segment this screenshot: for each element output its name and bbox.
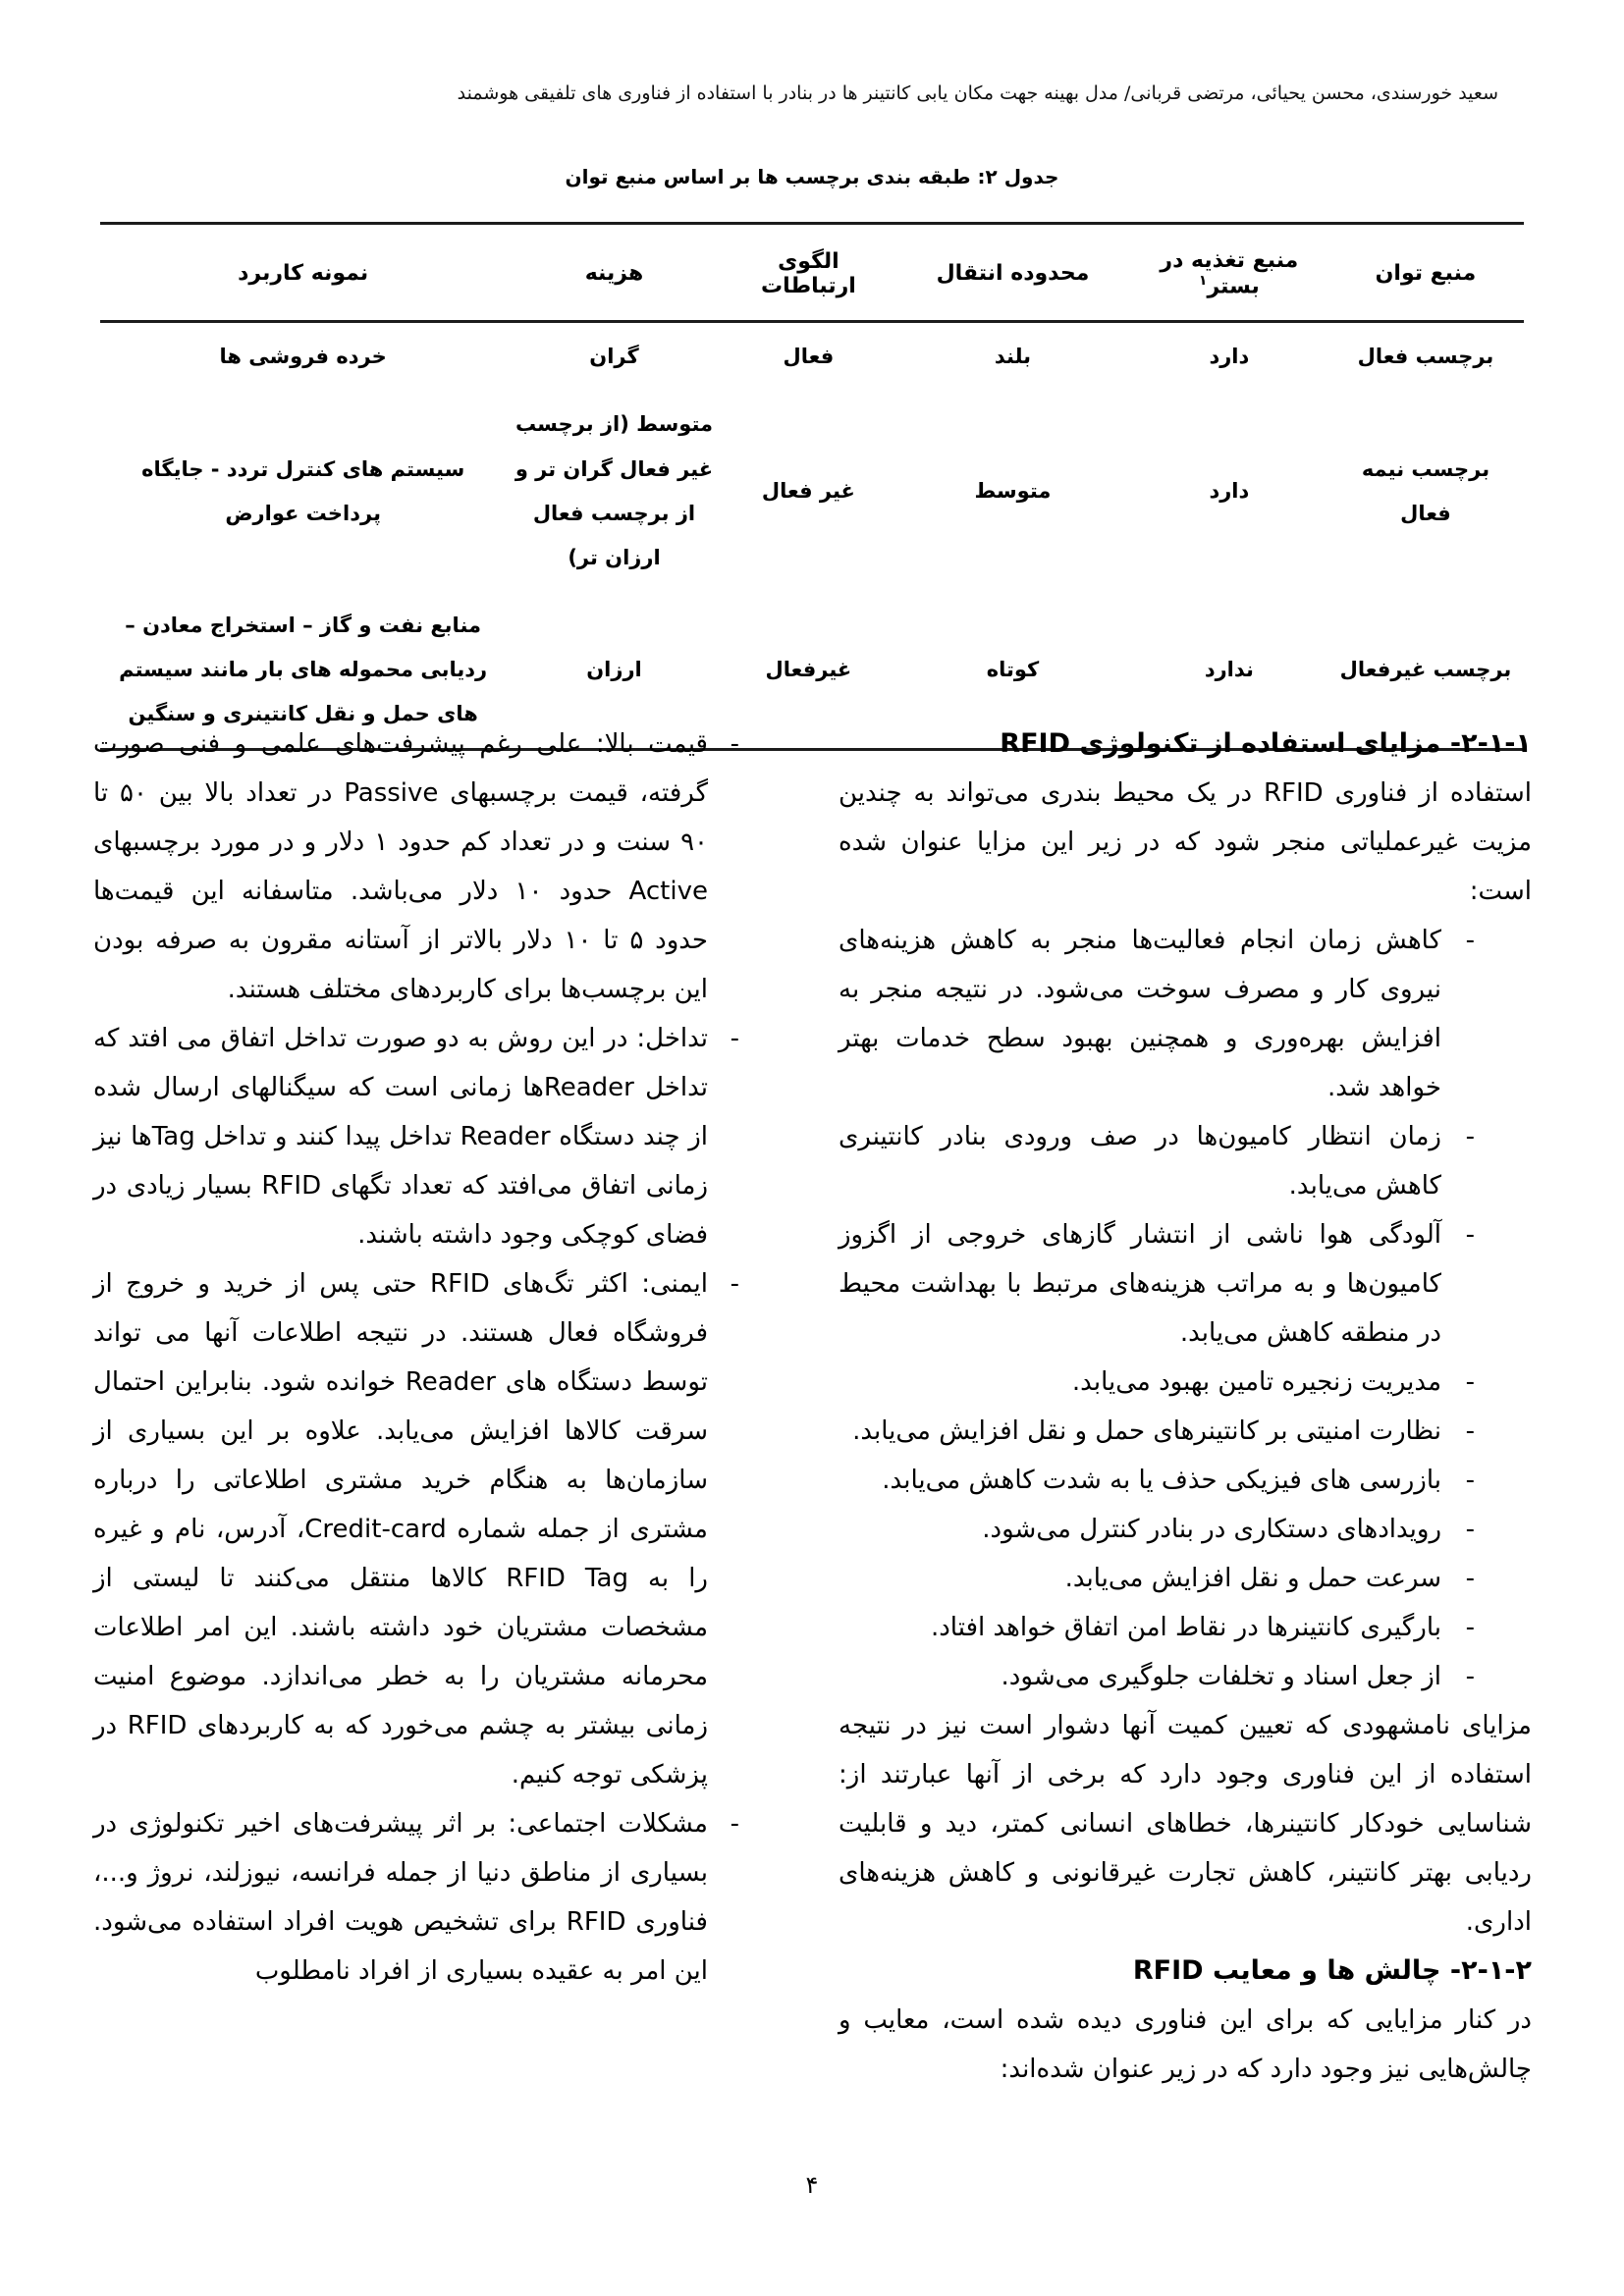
cell-tag-type: برچسب فعال (1357, 345, 1494, 369)
benefit-bullet-item: - بازرسی های فیزیکی حذف یا به شدت کاهش می‌یابد. (839, 1456, 1532, 1505)
cell-cost: ارزان (586, 658, 642, 682)
cell-sample-use: منابع نفت و گاز – استخراج معادن – ردیابی محموله های بار مانند سیستم های حمل و نقل کانتینری و سنگین (119, 614, 488, 726)
benefit-bullet-item: - مدیریت زنجیره تامین بهبود می‌یابد. (839, 1358, 1532, 1407)
cell-cost: متوسط (از برچسب غیر فعال گران تر و از برچسب فعال ارزان تر) (514, 412, 714, 569)
cell-transfer-range: متوسط (974, 479, 1052, 504)
challenge-bullet-item: - قیمت بالا: علی رغم پیشرفت‌های علمی و فنی صورت گرفته، قیمت برچسبهای Passive در تعداد بالا بین ۵۰ تا ۹۰ سنت و در تعداد کم حدود ۱ دلار و در مورد برچسبهای Active حدود ۱۰ دلار می‌باشد. متاسفانه این قیمت‌ها حدود ۵ تا ۱۰ دلار بالاتر از آستانه مقرون به صرفه بودن این برچسب‌ها برای کاربردهای مختلف هستند. (93, 720, 781, 1014)
body-column-right (839, 720, 1532, 2094)
col-header-transfer-range: محدوده انتقال (894, 224, 1131, 322)
benefit-bullet-item: - کاهش زمان انجام فعالیت‌ها منجر به کاهش هزینه‌های نیروی کار و مصرف سوخت می‌شود. در نتیجه منجر به افزایش بهره‌وری و همچنین بهبود سطح خدمات بهتر خواهد شد. (839, 916, 1532, 1112)
benefit-bullet-item: - زمان انتظار کامیون‌ها در صف ورودی بنادر کانتینری کاهش می‌یابد. (839, 1112, 1532, 1210)
benefits-intro-paragraph: استفاده از فناوری RFID در یک محیط بندری می‌تواند به چندین مزیت غیرعملیاتی منجر شود که در زیر این مزایا عنوان شده است: (839, 778, 1532, 906)
footnote-mark: ۱ (1198, 273, 1208, 289)
cell-communication: غیر فعال (761, 479, 855, 504)
cell-tag-type: برچسب غیرفعال (1339, 658, 1512, 682)
col-header-communication-pattern: الگوی ارتباطات (723, 224, 894, 322)
benefits-bullet-list (839, 916, 1532, 1701)
tag-classification-table (100, 222, 1524, 751)
benefit-bullet-item: - آلودگی هوا ناشی از انتشار گازهای خروجی از اگزوز کامیون‌ها و به مراتب هزینه‌های مرتبط با بهداشت محیط در منطقه کاهش می‌یابد. (839, 1210, 1532, 1358)
cell-communication: غیرفعال (765, 658, 852, 682)
col-header-sample-use: نمونه کاربرد (100, 224, 506, 322)
table-row (100, 391, 1524, 592)
challenges-bullet-list (93, 720, 781, 1996)
cell-cost: گران (589, 345, 639, 369)
challenge-bullet-item: - ایمنی: اکثر تگ‌های RFID حتی پس از خرید و خروج از فروشگاه فعال هستند. در نتیجه اطلاعات آنها می تواند توسط دستگاه های Reader خوانده شود. بنابراین احتمال سرقت کالاها افزایش می‌یابد. علاوه بر این بسیاری از سازمان‌ها به هنگام خرید مشتری اطلاعاتی را درباره مشتری از جمله شماره Credit-card، آدرس، نام و غیره را به RFID Tag کالاها منتقل می‌کنند تا لیستی از مشخصات مشتریان خود داشته باشند. این امر اطلاعات محرمانه مشتریان را به خطر می‌اندازد. موضوع امنیت زمانی بیشتر به چشم می‌خورد که به کاربردهای RFID در پزشکی توجه کنیم. (93, 1259, 781, 1799)
cell-embedded-supply: دارد (1209, 345, 1250, 369)
section-heading-rfid-benefits: ۲-۱-۱- مزایای استفاده از تکنولوژی RFID (1000, 728, 1532, 759)
table-row (100, 322, 1524, 392)
challenge-bullet-item: - تداخل: در این روش به دو صورت تداخل اتفاق می افتد که تداخل Readerها زمانی است که سیگنالهای ارسال شده از چند دستگاه Reader تداخل پیدا کنند و تداخل Tagها نیز زمانی اتفاق می‌افتد که تعداد تگهای RFID بسیار زیادی در فضای کوچکی وجود داشته باشند. (93, 1014, 781, 1259)
benefit-bullet-item: - بارگیری کانتینرها در نقاط امن اتفاق خواهد افتاد. (839, 1603, 1532, 1652)
benefit-bullet-item: - نظارت امنیتی بر کانتینرهای حمل و نقل افزایش می‌یابد. (839, 1407, 1532, 1456)
cell-transfer-range: کوتاه (986, 658, 1040, 682)
cell-embedded-supply: دارد (1209, 479, 1250, 504)
page-number: ۴ (805, 2171, 819, 2199)
benefit-bullet-item: - از جعل اسناد و تخلفات جلوگیری می‌شود. (839, 1652, 1532, 1701)
body-column-left (93, 720, 781, 1996)
cell-transfer-range: بلند (994, 345, 1032, 369)
table-caption: جدول ۲: طبقه بندی برچسب ها بر اساس منبع توان (565, 165, 1059, 188)
challenge-bullet-item: - مشکلات اجتماعی: بر اثر پیشرفت‌های اخیر تکنولوژی در بسیاری از مناطق دنیا از جمله فرانسه، نیوزلند، نروژ و...، فناوری RFID برای تشخیص هویت افراد استفاده می‌شود. این امر به عقیده بسیاری از افراد نامطلوب (93, 1799, 781, 1996)
challenges-intro-paragraph: در کنار مزایایی که برای این فناوری دیده شده است، معایب و چالش‌هایی نیز وجود دارد که در زیر عنوان شده‌اند: (839, 2005, 1532, 2084)
cell-communication: فعال (783, 345, 835, 369)
running-header: سعید خورسندی، محسن یحیائی، مرتضی قربانی/ مدل بهینه جهت مکان یابی کانتینر ها در بنادر با استفاده از فناوری های تلفیقی هوشمند (457, 82, 1498, 104)
cell-sample-use: سیستم های کنترل تردد - جایگاه پرداخت عوارض (141, 456, 465, 525)
col-header-power-source: منبع توان (1327, 224, 1524, 322)
cell-embedded-supply: ندارد (1204, 658, 1254, 682)
intangible-benefits-paragraph: مزایای نامشهودی که تعیین کمیت آنها دشوار است نیز در نتیجه استفاده از این فناوری وجود دارد که برخی از آنها عبارتند از: شناسایی خودکار کانتینرها، خطاهای انسانی کمتر، دید و قابلیت ردیابی بهتر کانتینر، کاهش تجارت غیرقانونی و کاهش هزینه‌های اداری. (839, 1711, 1532, 1937)
table-header-row (100, 224, 1524, 322)
section-heading-rfid-challenges: ۲-۱-۲- چالش ها و معایب RFID (1132, 1955, 1532, 1986)
benefit-bullet-item: - سرعت حمل و نقل افزایش می‌یابد. (839, 1554, 1532, 1603)
col-header-cost: هزینه (506, 224, 722, 322)
col-header-embedded-supply: منبع تغذیه در بستر$^۱$ (1131, 224, 1327, 322)
cell-sample-use: خرده فروشی ها (219, 345, 387, 369)
cell-tag-type: برچسب نیمه فعال (1361, 456, 1490, 525)
benefit-bullet-item: - رویدادهای دستکاری در بنادر کنترل می‌شود. (839, 1505, 1532, 1554)
